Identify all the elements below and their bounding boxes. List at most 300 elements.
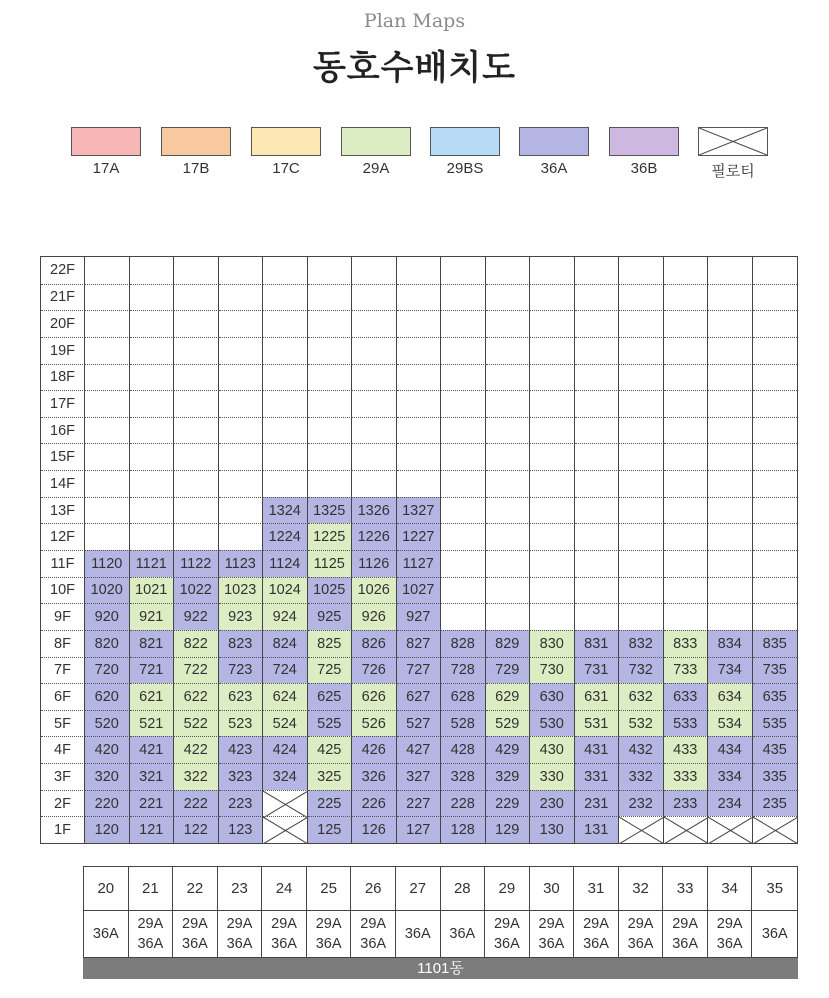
unit-cell: 421 (130, 736, 175, 763)
legend-label: 29BS (446, 160, 484, 177)
empty-cell (174, 337, 219, 364)
unit-cell: 529 (486, 710, 531, 737)
unit-cell: 324 (263, 763, 308, 790)
floor-label: 7F (41, 657, 85, 684)
empty-cell (130, 470, 175, 497)
unit-cell: 221 (130, 790, 175, 817)
unit-cell: 431 (575, 736, 620, 763)
empty-cell (530, 257, 575, 284)
empty-cell (708, 577, 753, 604)
empty-cell (85, 257, 130, 284)
unit-type-label: 36A (92, 926, 119, 942)
unit-cell: 526 (352, 710, 397, 737)
floor-label: 12F (41, 523, 85, 550)
empty-cell (530, 284, 575, 311)
empty-cell (575, 550, 620, 577)
empty-cell (174, 523, 219, 550)
empty-cell (530, 390, 575, 417)
empty-cell (575, 577, 620, 604)
unit-cell: 320 (85, 763, 130, 790)
line-unit-types (708, 911, 753, 957)
empty-cell (308, 310, 353, 337)
empty-cell (708, 390, 753, 417)
line-type-table (83, 866, 798, 958)
line-number: 22 (173, 867, 218, 911)
building-label: 1101동 (83, 958, 798, 979)
empty-cell (308, 364, 353, 391)
empty-cell (708, 310, 753, 337)
empty-cell (753, 257, 798, 284)
unit-cell: 122 (174, 816, 219, 843)
empty-cell (130, 257, 175, 284)
empty-cell (308, 390, 353, 417)
line-unit-types (307, 911, 352, 957)
piloti-cell (263, 790, 308, 817)
empty-cell (174, 310, 219, 337)
unit-cell: 1125 (308, 550, 353, 577)
legend-swatch (430, 127, 500, 156)
unit-type-label: 29A (672, 916, 698, 932)
unit-cell: 333 (664, 763, 709, 790)
empty-cell (130, 337, 175, 364)
unit-cell: 1126 (352, 550, 397, 577)
unit-cell: 830 (530, 630, 575, 657)
empty-cell (397, 390, 442, 417)
empty-cell (530, 603, 575, 630)
empty-cell (85, 443, 130, 470)
unit-cell: 429 (486, 736, 531, 763)
unit-cell: 922 (174, 603, 219, 630)
empty-cell (174, 417, 219, 444)
empty-cell (530, 470, 575, 497)
unit-cell: 128 (441, 816, 486, 843)
unit-type-label: 36A (182, 936, 208, 952)
line-number: 28 (441, 867, 486, 911)
legend-label: 17C (272, 160, 300, 177)
line-number: 33 (663, 867, 708, 911)
unit-cell: 630 (530, 683, 575, 710)
empty-cell (308, 470, 353, 497)
empty-cell (441, 257, 486, 284)
empty-cell (708, 470, 753, 497)
unit-cell: 827 (397, 630, 442, 657)
legend-label: 17A (92, 160, 120, 177)
empty-cell (708, 337, 753, 364)
empty-cell (85, 523, 130, 550)
unit-cell: 1026 (352, 577, 397, 604)
line-unit-types (485, 911, 530, 957)
empty-cell (441, 417, 486, 444)
unit-cell: 1227 (397, 523, 442, 550)
unit-type-label: 36A (226, 936, 253, 952)
unit-cell: 923 (219, 603, 264, 630)
empty-cell (619, 337, 664, 364)
legend-label: 36A (540, 160, 568, 177)
empty-cell (530, 550, 575, 577)
unit-cell: 1021 (130, 577, 175, 604)
unit-cell: 520 (85, 710, 130, 737)
unit-cell: 727 (397, 657, 442, 684)
unit-cell: 835 (753, 630, 798, 657)
empty-cell (263, 364, 308, 391)
empty-cell (530, 577, 575, 604)
empty-cell (530, 497, 575, 524)
empty-cell (174, 364, 219, 391)
unit-cell: 322 (174, 763, 219, 790)
empty-cell (85, 497, 130, 524)
unit-cell: 629 (486, 683, 531, 710)
empty-cell (85, 284, 130, 311)
empty-cell (308, 257, 353, 284)
empty-cell (619, 443, 664, 470)
empty-cell (753, 470, 798, 497)
unit-cell: 129 (486, 816, 531, 843)
unit-cell: 925 (308, 603, 353, 630)
empty-cell (708, 523, 753, 550)
empty-cell (352, 470, 397, 497)
floor-label: 20F (41, 310, 85, 337)
floor-label: 3F (41, 763, 85, 790)
floor-label: 6F (41, 683, 85, 710)
empty-cell (352, 364, 397, 391)
empty-cell (575, 443, 620, 470)
unit-cell: 525 (308, 710, 353, 737)
empty-cell (219, 337, 264, 364)
empty-cell (486, 390, 531, 417)
unit-cell: 624 (263, 683, 308, 710)
unit-cell: 433 (664, 736, 709, 763)
floor-label: 8F (41, 630, 85, 657)
unit-cell: 825 (308, 630, 353, 657)
unit-cell: 521 (130, 710, 175, 737)
empty-cell (664, 577, 709, 604)
unit-cell: 1226 (352, 523, 397, 550)
unit-cell: 422 (174, 736, 219, 763)
empty-cell (441, 364, 486, 391)
empty-cell (530, 443, 575, 470)
floor-label: 17F (41, 390, 85, 417)
unit-cell: 632 (619, 683, 664, 710)
unit-cell: 234 (708, 790, 753, 817)
unit-type-label: 29A (137, 916, 164, 932)
floor-label: 5F (41, 710, 85, 737)
unit-cell: 321 (130, 763, 175, 790)
empty-cell (174, 390, 219, 417)
empty-cell (397, 337, 442, 364)
unit-cell: 621 (130, 683, 175, 710)
unit-cell: 626 (352, 683, 397, 710)
empty-cell (530, 523, 575, 550)
empty-cell (441, 550, 486, 577)
empty-cell (619, 284, 664, 311)
empty-cell (486, 310, 531, 337)
unit-cell: 828 (441, 630, 486, 657)
unit-cell: 226 (352, 790, 397, 817)
empty-cell (130, 417, 175, 444)
empty-cell (753, 284, 798, 311)
empty-cell (352, 284, 397, 311)
empty-cell (397, 257, 442, 284)
unit-cell: 127 (397, 816, 442, 843)
unit-cell: 423 (219, 736, 264, 763)
unit-cell: 724 (263, 657, 308, 684)
empty-cell (441, 577, 486, 604)
empty-cell (486, 470, 531, 497)
floor-label: 2F (41, 790, 85, 817)
empty-cell (575, 390, 620, 417)
empty-cell (530, 417, 575, 444)
unit-cell: 834 (708, 630, 753, 657)
unit-cell: 721 (130, 657, 175, 684)
unit-cell: 1121 (130, 550, 175, 577)
unit-cell: 330 (530, 763, 575, 790)
empty-cell (219, 523, 264, 550)
empty-cell (753, 577, 798, 604)
unit-cell: 628 (441, 683, 486, 710)
floor-label: 21F (41, 284, 85, 311)
unit-cell: 335 (753, 763, 798, 790)
line-number: 21 (129, 867, 174, 911)
empty-cell (397, 417, 442, 444)
empty-cell (664, 443, 709, 470)
line-number: 26 (351, 867, 396, 911)
empty-cell (397, 443, 442, 470)
plan-maps-subtitle: Plan Maps (363, 10, 466, 32)
floor-label: 10F (41, 577, 85, 604)
empty-cell (219, 443, 264, 470)
unit-cell: 130 (530, 816, 575, 843)
unit-cell: 435 (753, 736, 798, 763)
unit-cell: 334 (708, 763, 753, 790)
line-number: 30 (530, 867, 575, 911)
unit-cell: 633 (664, 683, 709, 710)
unit-cell: 426 (352, 736, 397, 763)
unit-cell: 627 (397, 683, 442, 710)
floor-label: 1F (41, 816, 85, 843)
unit-cell: 1123 (219, 550, 264, 577)
unit-cell: 1325 (308, 497, 353, 524)
legend-swatch (609, 127, 679, 156)
unit-cell: 428 (441, 736, 486, 763)
empty-cell (708, 550, 753, 577)
line-number: 29 (485, 867, 530, 911)
unit-cell: 821 (130, 630, 175, 657)
empty-cell (352, 310, 397, 337)
line-unit-types (530, 911, 575, 957)
unit-cell: 1120 (85, 550, 130, 577)
empty-cell (664, 310, 709, 337)
empty-cell (753, 550, 798, 577)
empty-cell (753, 417, 798, 444)
empty-cell (219, 284, 264, 311)
empty-cell (85, 470, 130, 497)
empty-cell (708, 417, 753, 444)
empty-cell (753, 337, 798, 364)
empty-cell (85, 364, 130, 391)
unit-cell: 1127 (397, 550, 442, 577)
empty-cell (219, 390, 264, 417)
empty-cell (352, 443, 397, 470)
empty-cell (263, 417, 308, 444)
unit-cell: 120 (85, 816, 130, 843)
legend-swatch (519, 127, 589, 156)
empty-cell (530, 310, 575, 337)
unit-cell: 233 (664, 790, 709, 817)
empty-cell (486, 337, 531, 364)
empty-cell (85, 417, 130, 444)
empty-cell (708, 603, 753, 630)
unit-type-label: 36A (716, 936, 743, 952)
legend-swatch (698, 127, 768, 156)
empty-cell (664, 550, 709, 577)
unit-cell: 425 (308, 736, 353, 763)
empty-cell (441, 497, 486, 524)
empty-cell (575, 497, 620, 524)
unit-cell: 1025 (308, 577, 353, 604)
empty-cell (219, 257, 264, 284)
empty-cell (486, 364, 531, 391)
empty-cell (308, 443, 353, 470)
unit-cell: 920 (85, 603, 130, 630)
line-number: 31 (574, 867, 619, 911)
empty-cell (219, 310, 264, 337)
empty-cell (753, 390, 798, 417)
unit-cell: 625 (308, 683, 353, 710)
empty-cell (530, 337, 575, 364)
unit-cell: 323 (219, 763, 264, 790)
unit-cell: 634 (708, 683, 753, 710)
unit-cell: 232 (619, 790, 664, 817)
empty-cell (486, 523, 531, 550)
empty-cell (575, 470, 620, 497)
unit-cell: 1225 (308, 523, 353, 550)
empty-cell (85, 310, 130, 337)
empty-cell (397, 364, 442, 391)
empty-cell (619, 390, 664, 417)
empty-cell (219, 364, 264, 391)
unit-cell: 328 (441, 763, 486, 790)
empty-cell (130, 364, 175, 391)
unit-cell: 424 (263, 736, 308, 763)
empty-cell (708, 257, 753, 284)
empty-cell (263, 390, 308, 417)
empty-cell (619, 364, 664, 391)
empty-cell (441, 523, 486, 550)
unit-cell: 631 (575, 683, 620, 710)
unit-type-label: 29A (538, 916, 565, 932)
empty-cell (397, 470, 442, 497)
unit-cell: 733 (664, 657, 709, 684)
unit-cell: 921 (130, 603, 175, 630)
empty-cell (219, 497, 264, 524)
legend-label: 필로티 (711, 163, 755, 180)
empty-cell (263, 257, 308, 284)
empty-cell (308, 337, 353, 364)
unit-cell: 1122 (174, 550, 219, 577)
unit-cell: 1022 (174, 577, 219, 604)
unit-cell: 522 (174, 710, 219, 737)
line-unit-types (752, 911, 797, 957)
empty-cell (174, 470, 219, 497)
unit-cell: 331 (575, 763, 620, 790)
empty-cell (486, 497, 531, 524)
empty-cell (619, 470, 664, 497)
empty-cell (263, 337, 308, 364)
unit-cell: 832 (619, 630, 664, 657)
empty-cell (441, 603, 486, 630)
empty-cell (575, 310, 620, 337)
unit-cell: 720 (85, 657, 130, 684)
empty-cell (664, 337, 709, 364)
unit-cell: 326 (352, 763, 397, 790)
empty-cell (486, 257, 531, 284)
unit-cell: 126 (352, 816, 397, 843)
unit-cell: 427 (397, 736, 442, 763)
empty-cell (575, 257, 620, 284)
empty-cell (130, 523, 175, 550)
empty-cell (486, 603, 531, 630)
empty-cell (130, 497, 175, 524)
legend-swatch (161, 127, 231, 156)
unit-cell: 325 (308, 763, 353, 790)
empty-cell (664, 523, 709, 550)
empty-cell (441, 390, 486, 417)
unit-cell: 833 (664, 630, 709, 657)
unit-type-label: 36A (137, 936, 164, 952)
empty-cell (753, 497, 798, 524)
empty-cell (664, 390, 709, 417)
unit-cell: 622 (174, 683, 219, 710)
line-unit-types (351, 911, 396, 957)
empty-cell (530, 364, 575, 391)
empty-cell (664, 364, 709, 391)
line-number: 35 (752, 867, 797, 911)
unit-cell: 432 (619, 736, 664, 763)
unit-cell: 823 (219, 630, 264, 657)
unit-cell: 235 (753, 790, 798, 817)
empty-cell (619, 310, 664, 337)
line-number: 23 (218, 867, 263, 911)
floor-label: 14F (41, 470, 85, 497)
empty-cell (664, 257, 709, 284)
unit-cell: 734 (708, 657, 753, 684)
unit-cell: 1124 (263, 550, 308, 577)
unit-type-label: 36A (449, 926, 476, 942)
empty-cell (130, 390, 175, 417)
empty-cell (708, 364, 753, 391)
line-unit-types (663, 911, 708, 957)
unit-cell: 531 (575, 710, 620, 737)
unit-type-label: 36A (672, 936, 698, 952)
empty-cell (708, 284, 753, 311)
unit-cell: 524 (263, 710, 308, 737)
line-unit-types (218, 911, 263, 957)
empty-cell (486, 284, 531, 311)
empty-cell (263, 284, 308, 311)
empty-cell (397, 310, 442, 337)
unit-cell: 730 (530, 657, 575, 684)
empty-cell (619, 550, 664, 577)
unit-cell: 327 (397, 763, 442, 790)
unit-cell: 532 (619, 710, 664, 737)
empty-cell (486, 417, 531, 444)
line-number: 24 (262, 867, 307, 911)
line-unit-types (441, 911, 486, 957)
empty-cell (753, 523, 798, 550)
page-title: 동호수배치도 (312, 48, 517, 88)
unit-type-label: 36A (761, 926, 788, 942)
unit-layout-grid (40, 256, 798, 844)
